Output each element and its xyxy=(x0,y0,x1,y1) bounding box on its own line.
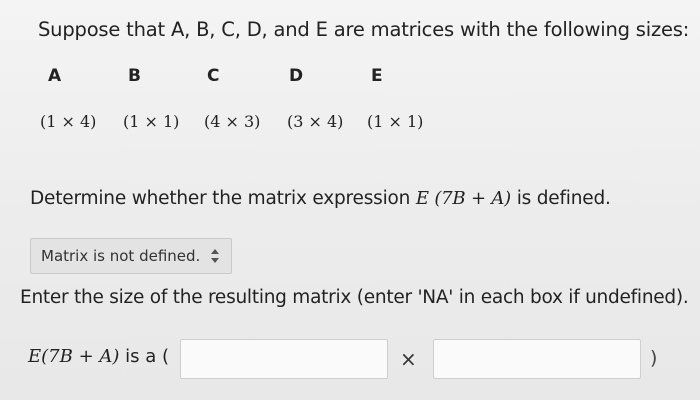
matrix-size-b: (1 × 1) xyxy=(123,112,180,131)
question-text xyxy=(30,188,611,209)
matrix-name-d: D xyxy=(289,66,304,86)
answer-label xyxy=(28,346,169,367)
question-suffix: is defined. xyxy=(516,188,611,209)
matrix-name-c: C xyxy=(207,66,220,86)
matrix-name-b: B xyxy=(128,66,141,86)
rows-input[interactable] xyxy=(180,339,388,379)
matrix-name-e: E xyxy=(371,66,383,86)
matrix-size-c: (4 × 3) xyxy=(204,112,261,131)
close-paren: ) xyxy=(650,347,658,369)
cols-input[interactable] xyxy=(433,339,641,379)
intro-text: Suppose that A, B, C, D, and E are matrices with the following sizes: xyxy=(38,18,690,41)
matrix-name-a: A xyxy=(48,66,62,86)
matrix-size-a: (1 × 4) xyxy=(40,112,97,131)
answer-label-suffix: is a ( xyxy=(125,346,169,367)
answer-expression: E(7B + A) xyxy=(28,346,120,367)
question-expression: E (7B + A) xyxy=(415,188,512,209)
matrix-size-e: (1 × 1) xyxy=(367,112,424,131)
matrix-size-d: (3 × 4) xyxy=(287,112,344,131)
updown-chevron-icon xyxy=(211,249,219,263)
times-symbol: × xyxy=(400,347,417,371)
question-prefix: Determine whether the matrix expression xyxy=(30,188,411,209)
dropdown-selected-value: Matrix is not defined. xyxy=(41,247,201,265)
instruction-text: Enter the size of the resulting matrix (enter 'NA' in each box if undefined). xyxy=(20,287,689,308)
defined-dropdown[interactable] xyxy=(30,238,232,274)
